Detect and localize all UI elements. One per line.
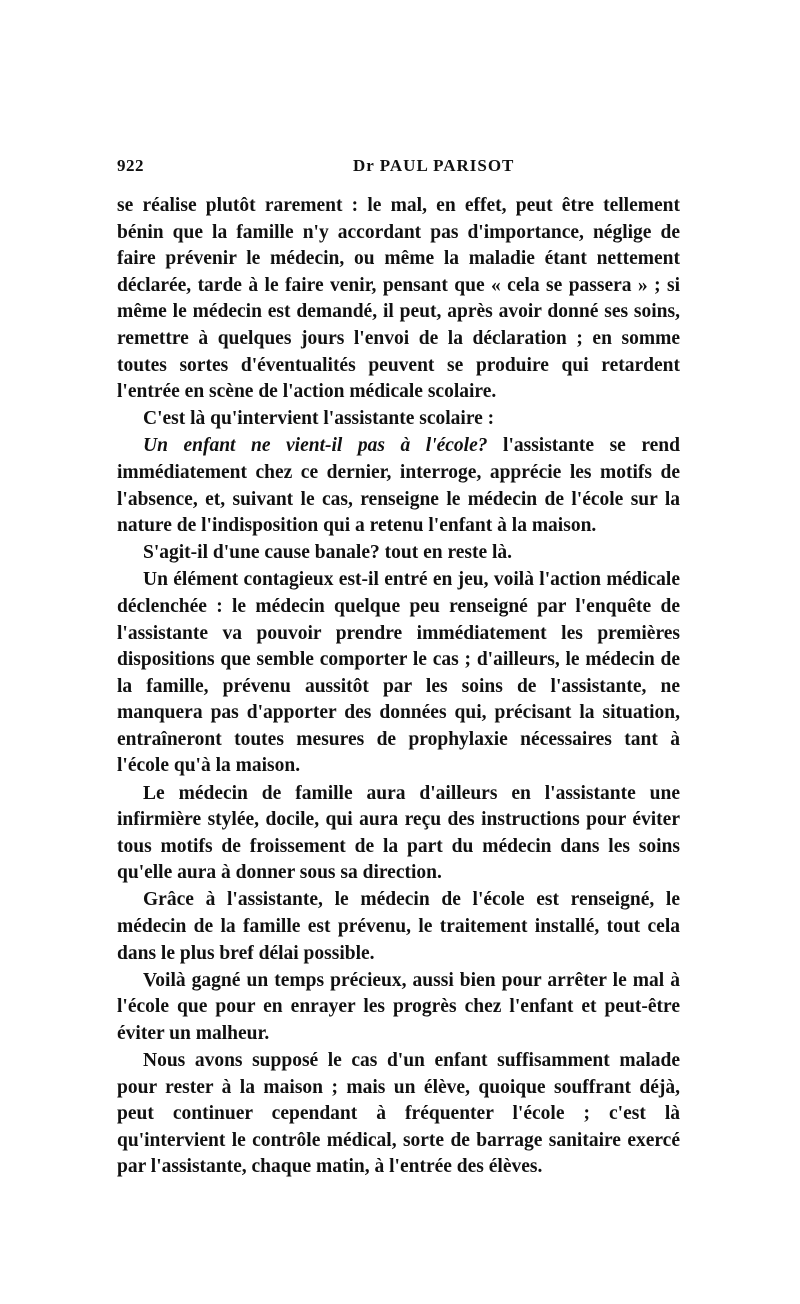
paragraph-5-text: Un élément contagieux est-il entré en jeu, voilà l'action médicale déclenchée : le médecin quelque peu renseigné par l'enquête de l'assistante va pouvoir prendre immédiatement les premières dispositions que semble comporter le cas ; d'ailleurs, le médecin de la famille, prévenu aussitôt par les soins de l'assistante, ne manquera pas d'apporter des données qui, précisant la situation, entraîneront toutes mesures de prophylaxie nécessaires tant à l'école qu'à la maison. <box>117 569 680 777</box>
paragraph-3-text: l'assistante se rend immédiatement chez ce dernier, interroge, apprécie les motifs de l'absence, et, suivant le cas, renseigne le médecin de l'école sur la nature de l'indisposition qui a retenu l'enfant à la maison. <box>117 435 680 537</box>
paragraph-7-text: Grâce à l'assistante, le médecin de l'école est renseigné, le médecin de la famille est prévenu, le traitement installé, tout cela dans le plus bref délai possible. <box>117 889 680 964</box>
paragraph-1-text: se réalise plutôt rarement : le mal, en effet, peut être tellement bénin que la famille n'y accordant pas d'importance, néglige de faire prévenir le médecin, ou même la maladie étant nettement déclarée, tarde à le faire venir, pensant que « cela se passera » ; si même le médecin est demandé, il peut, après avoir donné ses soins, remettre à quelques jours l'envoi de la déclaration ; en somme toutes sortes d'éventualités peuvent se produire qui retardent l'entrée en scène de l'action médicale scolaire. <box>117 195 680 403</box>
paragraph-3-italic-lead: Un enfant ne vient-il pas à l'école? <box>143 435 488 457</box>
paragraph-1 <box>117 193 680 406</box>
header-author: Dr PAUL PARISOT <box>353 156 515 175</box>
paragraph-7 <box>117 887 680 967</box>
page-number: 922 <box>117 156 144 175</box>
paragraph-3 <box>117 433 680 539</box>
running-head <box>117 156 680 180</box>
paragraph-9 <box>117 1048 680 1181</box>
paragraph-5 <box>117 567 680 780</box>
paragraph-4-text: S'agit-il d'une cause banale? tout en reste là. <box>143 542 513 564</box>
paragraph-9-text: Nous avons supposé le cas d'un enfant suffisamment malade pour rester à la maison ; mais un élève, quoique souffrant déjà, peut continuer cependant à fréquenter l'école ; c'est là qu'intervient le contrôle médical, sorte de barrage sanitaire exercé par l'assistante, chaque matin, à l'entrée des élèves. <box>117 1050 680 1178</box>
paragraph-6 <box>117 781 680 887</box>
paragraph-2 <box>117 406 680 433</box>
paragraph-8-text: Voilà gagné un temps précieux, aussi bien pour arrêter le mal à l'école que pour en enrayer les progrès chez l'enfant et peut-être éviter un malheur. <box>117 969 680 1044</box>
paragraph-6-text: Le médecin de famille aura d'ailleurs en l'assistante une infirmière stylée, docile, qui aura reçu des instructions pour éviter tous motifs de froissement de la part du médecin dans les soins qu'elle aura à donner sous sa direction. <box>117 782 680 884</box>
paragraph-8 <box>117 968 680 1048</box>
paragraph-2-text: C'est là qu'intervient l'assistante scolaire : <box>143 408 495 430</box>
body-text <box>117 193 680 1181</box>
paragraph-4 <box>117 540 680 567</box>
